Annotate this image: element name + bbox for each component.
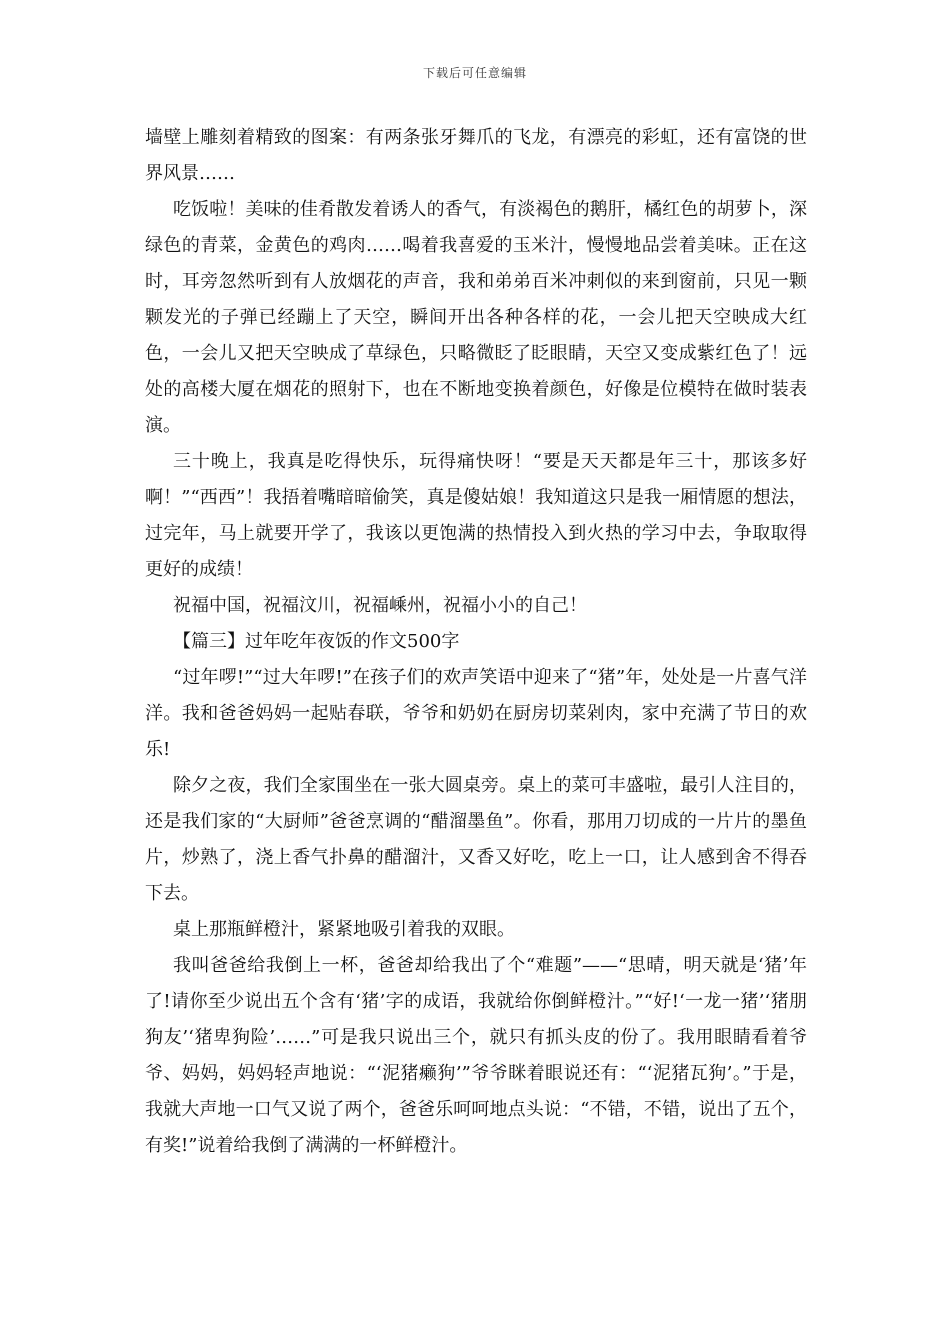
document-body	[145, 120, 807, 1164]
paragraph: 桌上那瓶鲜橙汁，紧紧地吸引着我的双眼。	[173, 919, 515, 940]
paragraph: 三十晚上，我真是吃得快乐，玩得痛快呀！“要是天天都是年三十，那该多好啊！”“西西”！我捂着嘴暗暗偷笑，真是傻姑娘！我知道这只是我一厢情愿的想法，过完年，马上就要开学了，我该以更饱满的热情投入到火热的学习中去，争取取得更好的成绩！	[145, 451, 807, 580]
page-header: 下载后可任意编辑	[422, 66, 527, 80]
paragraph: 祝福中国，祝福汶川，祝福嵊州，祝福小小的自己！	[173, 595, 587, 616]
paragraph: “过年啰!”“过大年啰!”在孩子们的欢声笑语中迎来了“猪”年，处处是一片喜气洋洋。我和爸爸妈妈一起贴春联，爷爷和奶奶在厨房切菜剁肉，家中充满了节日的欢乐!	[145, 667, 807, 760]
paragraph: 吃饭啦！美味的佳肴散发着诱人的香气，有淡褐色的鹅肝，橘红色的胡萝卜，深绿色的青菜，金黄色的鸡肉……喝着我喜爱的玉米汁，慢慢地品尝着美味。正在这时，耳旁忽然听到有人放烟花的声音，我和弟弟百米冲刺似的来到窗前，只见一颗颗发光的子弹已经蹦上了天空，瞬间开出各种各样的花，一会儿把天空映成大红色，一会儿又把天空映成了草绿色，只略微眨了眨眼睛，天空又变成紫红色了！远处的高楼大厦在烟花的照射下，也在不断地变换着颜色，好像是位模特在做时装表演。	[145, 199, 807, 436]
paragraph: 我叫爸爸给我倒上一杯，爸爸却给我出了个“难题”——“思晴，明天就是‘猪’年了!请你至少说出五个含有‘猪’字的成语，我就给你倒鲜橙汁。”“好!‘一龙一猪’‘猪朋狗友’‘猪卑狗险’……”可是我只说出三个，就只有抓头皮的份了。我用眼睛看着爷爷、妈妈，妈妈轻声地说：“‘泥猪癞狗’”爷爷眯着眼说还有：“‘泥猪瓦狗’。”于是，我就大声地一口气又说了两个，爸爸乐呵呵地点头说：“不错，不错，说出了五个，有奖!”说着给我倒了满满的一杯鲜橙汁。	[145, 955, 807, 1156]
paragraph: 除夕之夜，我们全家围坐在一张大圆桌旁。桌上的菜可丰盛啦，最引人注目的，还是我们家的“大厨师”爸爸烹调的“醋溜墨鱼”。你看，那用刀切成的一片片的墨鱼片，炒熟了，浇上香气扑鼻的醋溜汁，又香又好吃，吃上一口，让人感到舍不得吞下去。	[145, 775, 807, 904]
section-heading: 【篇三】过年吃年夜饭的作文500字	[173, 631, 460, 652]
paragraph: 墙壁上雕刻着精致的图案：有两条张牙舞爪的飞龙，有漂亮的彩虹，还有富饶的世界风景……	[145, 127, 807, 184]
